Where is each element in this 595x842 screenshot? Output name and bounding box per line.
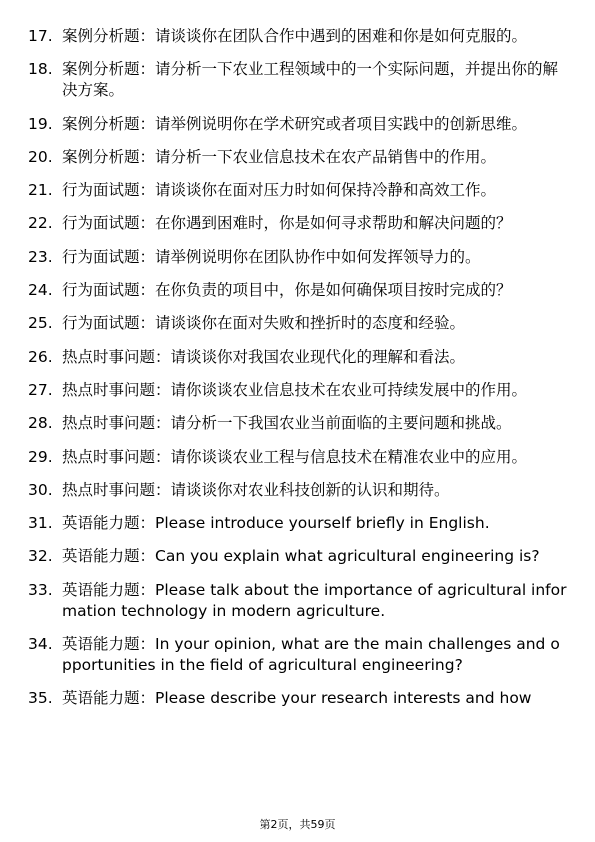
question-number: 26. <box>28 347 53 366</box>
question-text: 英语能力题：In your opinion, what are the main challenges and opportunities in the field of agricultural engineering? <box>62 635 560 675</box>
question-number: 27. <box>28 380 53 399</box>
question-text: 案例分析题：请谈谈你在团队合作中遇到的困难和你是如何克服的。 <box>62 27 528 45</box>
question-24 <box>28 280 568 301</box>
question-29 <box>28 447 568 468</box>
question-list <box>28 26 568 722</box>
question-34 <box>28 634 568 676</box>
question-number: 22. <box>28 214 53 233</box>
question-22 <box>28 213 568 234</box>
question-text: 热点时事问题：请谈谈你对我国农业现代化的理解和看法。 <box>62 347 466 366</box>
question-text: 英语能力题：Can you explain what agricultural engineering is? <box>62 547 540 566</box>
question-19 <box>28 114 568 135</box>
question-20 <box>28 147 568 168</box>
question-text: 热点时事问题：请你谈谈农业信息技术在农业可持续发展中的作用。 <box>62 380 528 399</box>
question-text: 行为面试题：请谈谈你在面对压力时如何保持冷静和高效工作。 <box>62 181 497 200</box>
question-17 <box>28 26 568 47</box>
question-31 <box>28 513 568 534</box>
question-23 <box>28 247 568 268</box>
question-text: 热点时事问题：请你谈谈农业工程与信息技术在精准农业中的应用。 <box>62 447 528 466</box>
question-text: 行为面试题：请举例说明你在团队协作中如何发挥领导力的。 <box>62 247 481 266</box>
question-number: 19. <box>28 114 53 133</box>
question-number: 21. <box>28 181 53 200</box>
question-number: 20. <box>28 147 53 166</box>
question-18 <box>28 59 568 101</box>
question-text: 案例分析题：请举例说明你在学术研究或者项目实践中的创新思维。 <box>62 114 528 133</box>
question-number: 23. <box>28 247 53 266</box>
question-number: 30. <box>28 480 53 499</box>
question-number: 17. <box>28 27 53 45</box>
question-30 <box>28 480 568 501</box>
question-number: 29. <box>28 447 53 466</box>
question-33 <box>28 580 568 622</box>
question-35 <box>28 688 568 709</box>
question-number: 28. <box>28 414 53 433</box>
question-text: 英语能力题：Please talk about the importance of agricultural information technology in modern agriculture. <box>62 580 567 620</box>
question-28 <box>28 413 568 434</box>
question-text: 行为面试题：在你负责的项目中，你是如何确保项目按时完成的？ <box>62 281 512 300</box>
question-text: 案例分析题：请分析一下农业信息技术在农产品销售中的作用。 <box>62 147 497 166</box>
question-number: 33. <box>28 580 53 599</box>
question-number: 24. <box>28 281 53 300</box>
question-number: 18. <box>28 60 53 79</box>
question-number: 25. <box>28 314 53 333</box>
question-number: 35. <box>28 689 53 708</box>
question-number: 34. <box>28 635 53 654</box>
question-text: 英语能力题：Please introduce yourself briefly in English. <box>62 514 490 533</box>
question-text: 热点时事问题：请谈谈你对农业科技创新的认识和期待。 <box>62 480 450 499</box>
question-21 <box>28 180 568 201</box>
question-text: 行为面试题：在你遇到困难时，你是如何寻求帮助和解决问题的？ <box>62 214 512 233</box>
question-number: 31. <box>28 514 53 533</box>
question-text: 行为面试题：请谈谈你在面对失败和挫折时的态度和经验。 <box>62 314 466 333</box>
question-number: 32. <box>28 547 53 566</box>
question-25 <box>28 313 568 334</box>
question-text: 英语能力题：Please describe your research interests and how <box>62 689 532 708</box>
page-number-footer: 第2页，共59页 <box>259 818 336 831</box>
question-26 <box>28 347 568 368</box>
question-text: 案例分析题：请分析一下农业工程领域中的一个实际问题，并提出你的解决方案。 <box>62 60 559 100</box>
question-32 <box>28 546 568 567</box>
question-text: 热点时事问题：请分析一下我国农业当前面临的主要问题和挑战。 <box>62 414 512 433</box>
question-27 <box>28 380 568 401</box>
